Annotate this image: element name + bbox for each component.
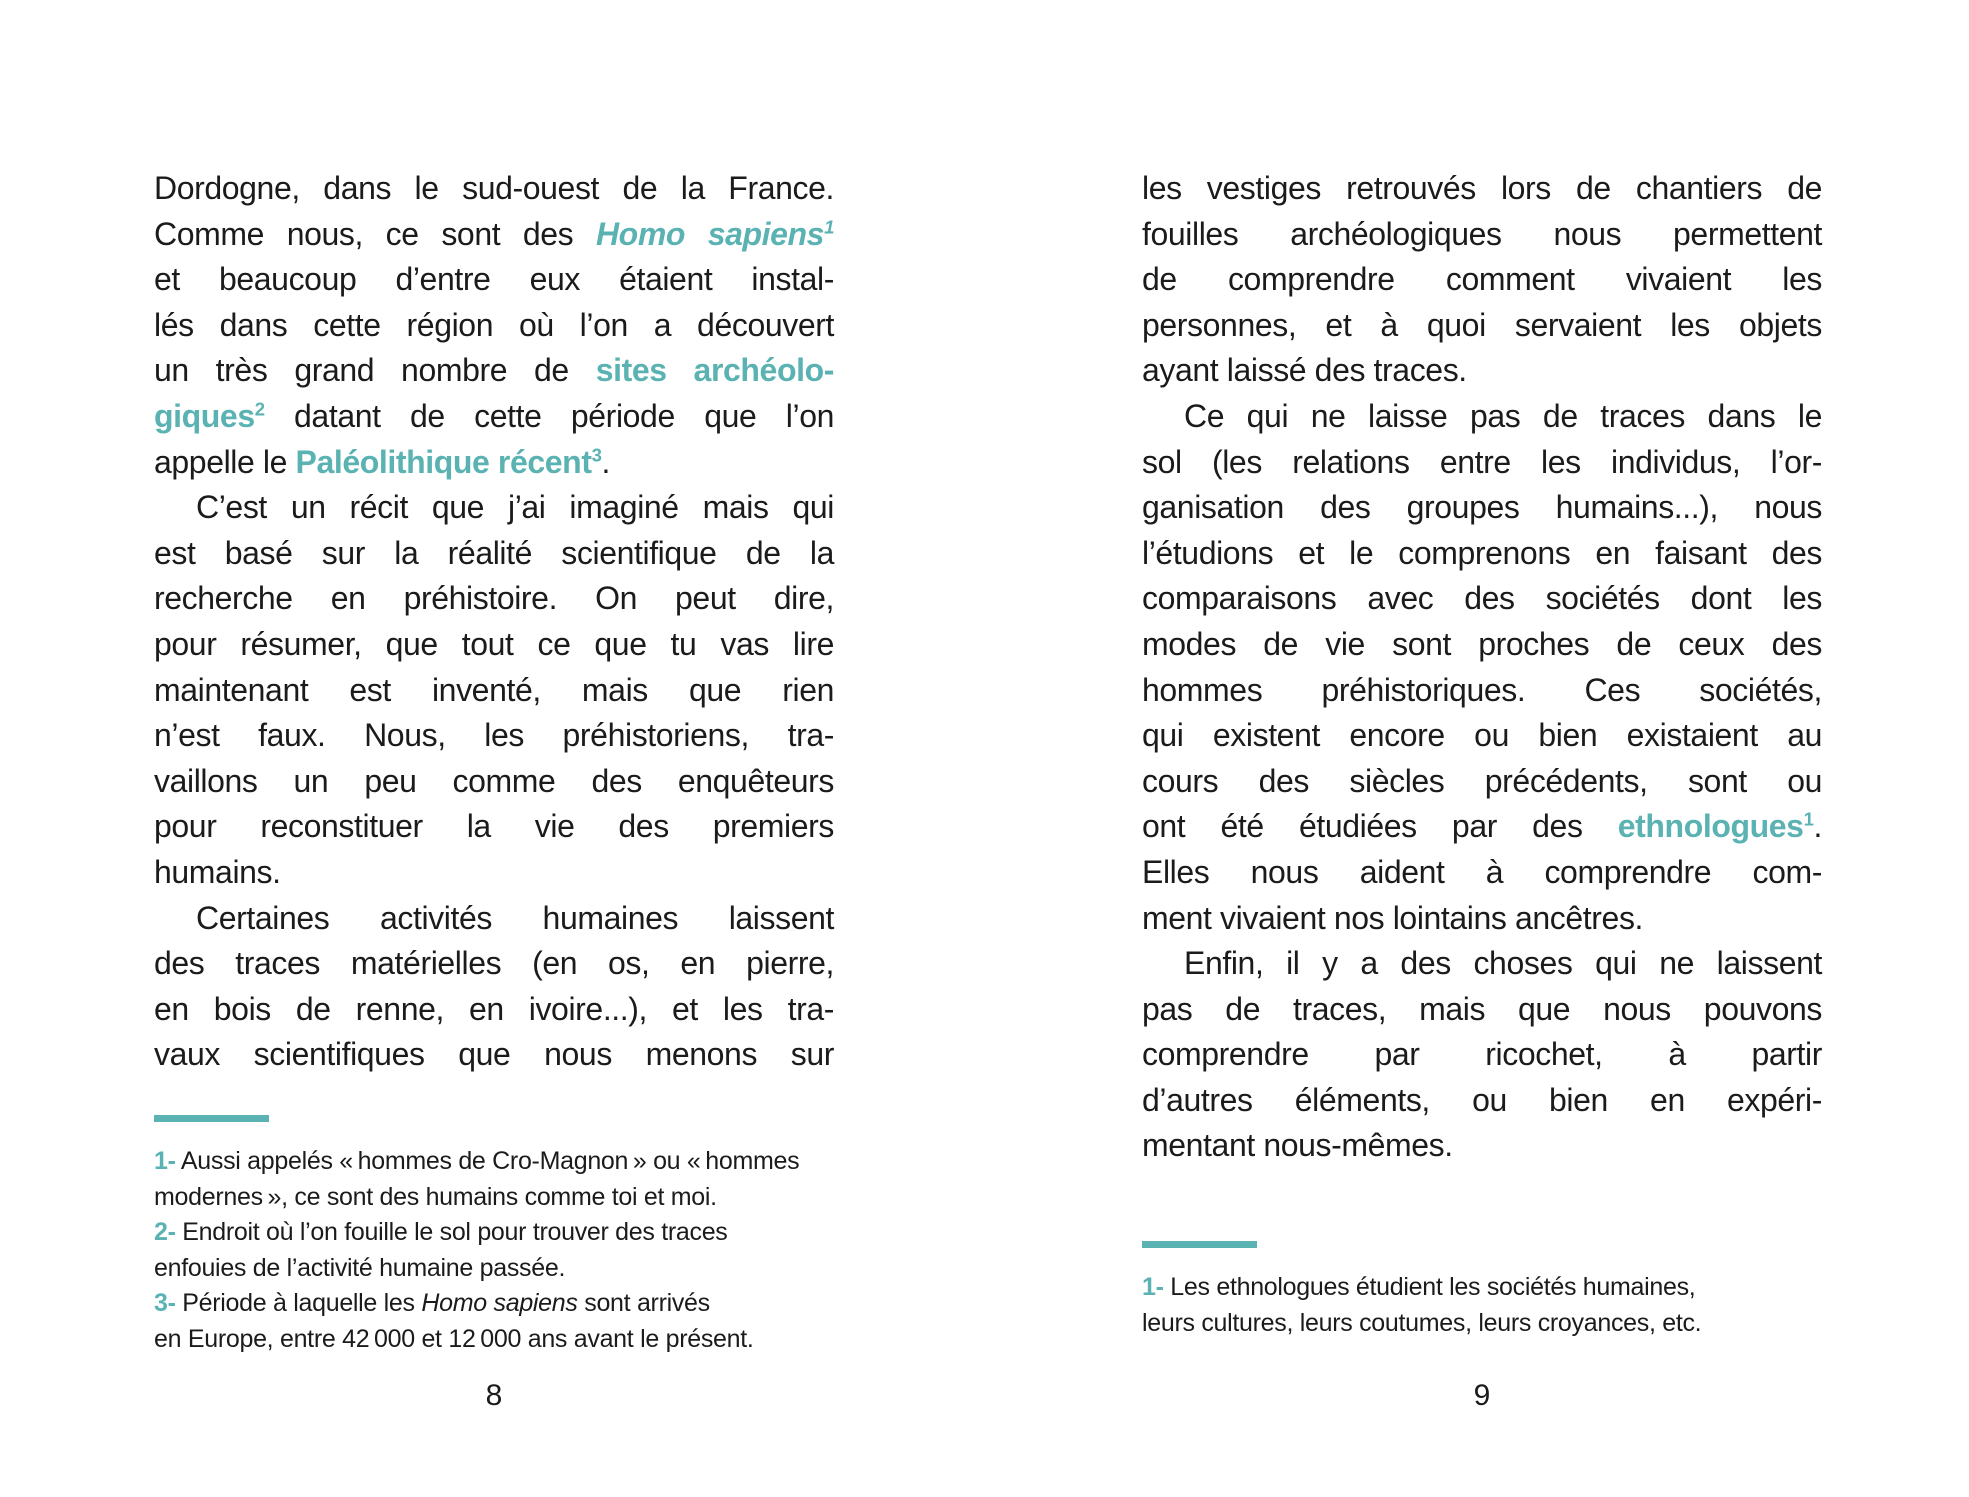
page-9-footnotes	[1142, 1241, 1842, 1341]
text-segment: vaillons un peu comme des enquêteurs	[154, 762, 834, 799]
footnote	[1142, 1270, 1842, 1341]
text-line	[1142, 394, 1822, 440]
highlighted-term: 3	[591, 443, 602, 465]
text-line	[154, 804, 834, 850]
text-segment: appelle le	[154, 443, 296, 480]
text-segment: personnes, et à quoi servaient les objets	[1142, 306, 1822, 343]
text-line	[1142, 668, 1822, 714]
text-line	[1142, 1123, 1822, 1169]
page-8-footnotes	[154, 1115, 854, 1357]
highlighted-term: Paléolithique récent	[295, 443, 592, 480]
text-segment: les vestiges retrouvés lors de chantiers de	[1142, 170, 1822, 206]
page-9-text-column	[1142, 166, 1822, 1169]
text-line	[1142, 485, 1822, 531]
text-segment: des traces matérielles (en os, en pierre,	[154, 945, 834, 982]
text-line	[1142, 804, 1822, 850]
text-segment: mentant nous-mêmes.	[1142, 1127, 1453, 1164]
text-line	[1142, 1270, 1842, 1306]
text-segment: d’autres éléments, ou bien en expéri-	[1142, 1081, 1822, 1118]
text-segment: .	[1813, 808, 1822, 845]
text-line	[154, 1180, 854, 1216]
highlighted-term: 3-	[154, 1289, 176, 1317]
text-line	[1142, 941, 1822, 987]
highlighted-term: 1	[824, 215, 834, 237]
text-line	[154, 1215, 854, 1251]
paragraph	[1142, 166, 1822, 394]
text-line	[154, 1286, 854, 1322]
text-line	[1142, 576, 1822, 622]
text-line	[1142, 1032, 1822, 1078]
highlighted-term: sites archéolo-	[595, 352, 834, 389]
text-segment: Période à laquelle les	[175, 1289, 422, 1317]
text-segment: comprendre par ricochet, à partir	[1142, 1036, 1822, 1073]
highlighted-term: 2	[254, 398, 265, 420]
text-line	[154, 896, 834, 942]
text-line	[154, 1251, 854, 1287]
text-segment: Aussi appelés « hommes de Cro-Magnon » ou « hommes	[175, 1147, 800, 1175]
highlighted-term: ethnologues	[1617, 808, 1804, 845]
highlighted-term: 2-	[154, 1218, 176, 1246]
text-line	[1142, 531, 1822, 577]
text-line	[154, 485, 834, 531]
text-line	[1142, 257, 1822, 303]
text-segment: Comme nous, ce sont des	[154, 215, 596, 252]
text-segment: en Europe, entre 42 000 et 12 000 ans avant le présent.	[154, 1324, 754, 1353]
text-segment: ganisation des groupes humains...), nous	[1142, 489, 1822, 526]
text-segment: enfouies de l’activité humaine passée.	[154, 1253, 566, 1282]
text-line	[154, 850, 834, 896]
text-line	[1142, 759, 1822, 805]
text-segment: sont arrivés	[577, 1289, 710, 1317]
highlighted-term: 1	[1803, 808, 1814, 830]
text-line	[154, 576, 834, 622]
text-segment: ayant laissé des traces.	[1142, 352, 1467, 389]
page-number-left: 8	[485, 1379, 503, 1412]
text-segment: et beaucoup d’entre eux étaient instal-	[154, 261, 834, 298]
text-segment: en bois de renne, en ivoire...), et les tra-	[154, 990, 834, 1027]
text-line	[154, 668, 834, 714]
text-segment: de comprendre comment vivaient les	[1142, 261, 1822, 298]
text-segment: est basé sur la réalité scientifique de la	[154, 534, 834, 571]
text-segment: ont été étudiées par des	[1142, 808, 1618, 845]
text-segment: leurs cultures, leurs coutumes, leurs croyances, etc.	[1142, 1308, 1702, 1337]
highlighted-term: Homo sapiens	[595, 215, 825, 252]
text-segment: maintenant est inventé, mais que rien	[154, 671, 834, 708]
text-line	[154, 212, 834, 258]
text-segment: n’est faux. Nous, les préhistoriens, tra-	[154, 717, 834, 754]
text-line	[154, 394, 834, 440]
text-line	[1142, 1078, 1822, 1124]
text-line	[1142, 1306, 1842, 1342]
text-line	[154, 1144, 854, 1180]
text-segment: C’est un récit que j’ai imaginé mais qui	[196, 489, 834, 526]
text-segment: Dordogne, dans le sud-ouest de la France.	[154, 170, 834, 206]
text-segment: Enfin, il y a des choses qui ne laissent	[1184, 945, 1822, 982]
text-segment: Elles nous aident à comprendre com-	[1142, 853, 1822, 890]
text-segment: recherche en préhistoire. On peut dire,	[154, 580, 834, 617]
text-segment: modes de vie sont proches de ceux des	[1142, 625, 1822, 662]
text-line	[1142, 212, 1822, 258]
footnote	[154, 1215, 854, 1286]
text-line	[154, 1322, 854, 1358]
text-line	[154, 303, 834, 349]
text-segment: humains.	[154, 853, 281, 890]
highlighted-term: 1-	[154, 1147, 176, 1175]
text-line	[1142, 440, 1822, 486]
text-segment: Ce qui ne laisse pas de traces dans le	[1184, 397, 1822, 434]
footnote-divider	[154, 1115, 269, 1122]
text-line	[1142, 987, 1822, 1033]
text-segment: datant de cette période que l’on	[264, 397, 834, 434]
text-line	[154, 987, 834, 1033]
text-segment: fouilles archéologiques nous permettent	[1142, 215, 1822, 252]
paragraph	[154, 485, 834, 895]
paragraph	[1142, 941, 1822, 1169]
text-line	[154, 941, 834, 987]
text-line	[1142, 166, 1822, 212]
text-line	[154, 622, 834, 668]
text-line	[154, 166, 834, 212]
paragraph	[154, 166, 834, 485]
text-segment: Certaines activités humaines laissent	[196, 899, 834, 936]
text-line	[154, 348, 834, 394]
text-line	[154, 1032, 834, 1078]
text-line	[1142, 622, 1822, 668]
text-segment: qui existent encore ou bien existaient au	[1142, 717, 1822, 754]
text-segment: sol (les relations entre les individus, l’or-	[1142, 443, 1822, 480]
highlighted-term: giques	[154, 397, 255, 434]
text-line	[154, 531, 834, 577]
text-segment: pour reconstituer la vie des premiers	[154, 808, 834, 845]
text-segment: pour résumer, que tout ce que tu vas lire	[154, 625, 834, 662]
text-line	[1142, 348, 1822, 394]
footnote	[154, 1286, 854, 1357]
text-segment: .	[601, 443, 611, 480]
highlighted-term: 1-	[1142, 1273, 1164, 1301]
text-segment: ment vivaient nos lointains ancêtres.	[1142, 899, 1644, 936]
text-segment: lés dans cette région où l’on a découvert	[154, 306, 834, 343]
text-line	[154, 440, 834, 486]
paragraph	[1142, 394, 1822, 941]
paragraph	[154, 896, 834, 1078]
text-line	[154, 759, 834, 805]
footnote	[154, 1144, 854, 1215]
page-number-right: 9	[1473, 1379, 1491, 1412]
highlighted-term: Homo sapiens	[421, 1289, 578, 1317]
text-segment: pas de traces, mais que nous pouvons	[1142, 990, 1822, 1027]
text-segment: comparaisons avec des sociétés dont les	[1142, 580, 1822, 617]
text-segment: modernes », ce sont des humains comme toi et moi.	[154, 1182, 717, 1211]
text-segment: Les ethnologues étudient les sociétés humaines,	[1163, 1273, 1696, 1301]
footnote-divider	[1142, 1241, 1257, 1248]
text-segment: l’étudions et le comprenons en faisant des	[1142, 534, 1822, 571]
text-line	[1142, 303, 1822, 349]
text-segment: cours des siècles précédents, sont ou	[1142, 762, 1822, 799]
text-line	[1142, 850, 1822, 896]
text-line	[154, 257, 834, 303]
text-line	[1142, 713, 1822, 759]
text-line	[1142, 896, 1822, 942]
page-8-text-column	[154, 166, 834, 1078]
text-segment: vaux scientifiques que nous menons sur	[154, 1036, 834, 1073]
text-segment: un très grand nombre de	[154, 352, 596, 389]
text-line	[154, 713, 834, 759]
text-segment: Endroit où l’on fouille le sol pour trouver des traces	[175, 1218, 728, 1246]
text-segment: hommes préhistoriques. Ces sociétés,	[1142, 671, 1822, 708]
page-9-footnote-list	[1142, 1270, 1842, 1341]
page-8-footnote-list	[154, 1144, 854, 1357]
